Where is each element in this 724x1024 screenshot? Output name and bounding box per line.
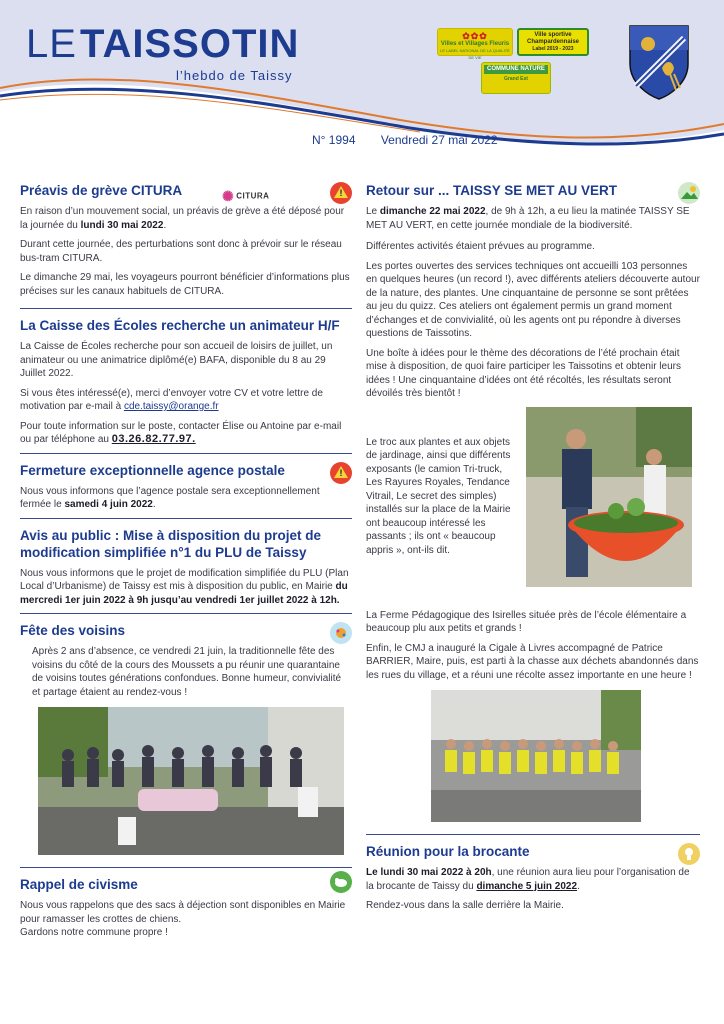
title-prefix: LE: [26, 22, 77, 66]
section-taissy-vert: [366, 182, 700, 822]
divider: [20, 308, 352, 309]
citura-star-icon: ✺: [222, 188, 235, 204]
villes-fleuris-badge: [437, 28, 513, 61]
dog-glyph: [330, 871, 352, 893]
badge-sublabel: LE LABEL NATIONAL DE LA QUALITÉ DE VIE: [440, 48, 510, 61]
troc-plantes-photo: [526, 407, 692, 587]
section-title: Fermeture exceptionnelle agence postale: [20, 462, 285, 478]
text: En raison d’un mouvement social, un préavis de grève a été déposé pour la journée du: [20, 206, 345, 231]
section-caisse-ecoles: [20, 308, 352, 447]
newsletter-title: TAISSOTIN: [80, 22, 300, 66]
landscape-glyph: [678, 182, 700, 204]
section-title: Fête des voisins: [20, 623, 126, 638]
paragraph: La Ferme Pédagogique des Isirelles située près de l’école élémentaire a beaucoup plu aux petits et grands !: [366, 609, 687, 634]
dog-waste-bag-icon: [330, 871, 352, 893]
paragraph: Le troc aux plantes et aux objets de jardinage, ainsi que différents exposants (le camion Tri-truck, Les Rayures Royales, Tendance Vitrail, Le secret des simples) installés sur la place de la Mairie ont beaucoup intéressé les passants ; ils ont « beaucoup appris », ont-ils dit.: [366, 436, 511, 556]
paragraph: Durant cette journée, des perturbations sont donc à prévoir sur le réseau bus-tram CITURA.: [20, 239, 342, 264]
commune-nature-badge: [481, 62, 551, 94]
issue-date: Vendredi 27 mai 2022: [380, 133, 498, 147]
warning-icon: [330, 462, 352, 484]
lightbulb-icon: [678, 843, 700, 865]
badge-label: Villes et Villages Fleuris: [440, 41, 510, 48]
text: Pour toute information sur le poste, contacter Élise ou Antoine par e-mail ou par téléphone au: [20, 420, 342, 445]
fete-voisins-photo: [38, 707, 344, 855]
troc-row: [366, 407, 700, 587]
paragraph: [20, 567, 352, 608]
section-title: Avis au public : Mise à disposition du projet de modification simplifiée n°1 du PLU de Taissy: [20, 527, 322, 560]
section-fete-voisins: [20, 613, 352, 855]
section-citura-strike: [20, 182, 352, 298]
text: .: [163, 219, 167, 231]
divider: [366, 834, 700, 835]
party-icon: [330, 622, 352, 644]
text: Nous vous informons que le projet de modification simplifiée du PLU (Plan Local d’Urbanisme) de Taissy est mis à disposition du public, en Mairie: [20, 567, 349, 592]
badge-sublabel: Label 2019 - 2023: [532, 45, 574, 52]
section-brocante: [366, 834, 700, 913]
text: .: [152, 499, 156, 510]
paragraph: Nous vous rappelons que des sacs à déjection sont disponibles en Mairie pour ramasser les crottes de chiens.: [20, 900, 346, 925]
citura-logo-text: CITURA: [236, 191, 270, 201]
divider: [20, 453, 352, 454]
section-title: Préavis de grève CITURA: [20, 183, 183, 198]
flowers-icon: ✿✿✿: [462, 31, 488, 41]
ville-sportive-badge: [517, 28, 589, 56]
paragraph: [366, 205, 700, 232]
paragraph: Une boîte à idées pour le thème des décorations de l’été prochain était mise à disposition, de quoi faire participer les Taissotins et obtenir leurs idées ! Une cinquantaine d’idées ont été récoltés, les résultats seront dévoilés très bientôt !: [366, 347, 681, 399]
section-agence-postale: [20, 453, 352, 512]
paragraph: [20, 420, 352, 447]
badge-sublabel: Grand Est: [504, 75, 528, 82]
photo-placeholder: [526, 407, 692, 587]
paragraph: Enfin, le CMJ a inauguré la Cigale à Livres accompagné de Patrice BARRIER, Maire, puis, est parti à la chasse aux déchets abandonnés dans les rues du village, et a réuni une récolte assez importante en une heure !: [366, 642, 699, 681]
paragraph: Gardons notre commune propre !: [20, 927, 168, 938]
text: Nous vous informons que l’agence postale sera exceptionnellement fermée le: [20, 485, 320, 510]
section-title: La Caisse des Écoles recherche un animateur H/F: [20, 318, 340, 333]
masthead: [0, 0, 724, 150]
paragraph: Le dimanche 29 mai, les voyageurs pourront bénéficier d’informations plus précises sur les canaux habituels de CITURA.: [20, 272, 350, 297]
section-title: Retour sur ... TAISSY SE MET AU VERT: [366, 183, 618, 198]
taissy-coat-of-arms-icon: [628, 24, 690, 100]
divider: [20, 613, 352, 614]
warning-icon: [330, 182, 352, 204]
text: .: [577, 880, 580, 892]
date-text: dimanche 5 juin 2022: [476, 880, 578, 892]
divider: [20, 518, 352, 519]
badge-label: COMMUNE NATURE: [484, 65, 548, 74]
email-link[interactable]: cde.taissy@orange.fr: [123, 401, 219, 412]
paragraph: Différentes activités étaient prévues au programme.: [366, 241, 595, 252]
cmj-dechets-photo: [431, 690, 641, 822]
phone-number[interactable]: 03.26.82.77.97.: [111, 433, 196, 445]
lightbulb-glyph: [678, 843, 700, 865]
date-text: samedi 4 juin 2022: [64, 499, 153, 510]
newsletter-subtitle: l’hebdo de Taissy: [176, 68, 293, 83]
left-column: [20, 170, 352, 946]
text: Si vous êtes intéressé(e), merci d’envoyer votre CV et votre lettre de motivation par e-mail à: [20, 387, 323, 412]
text: , une réunion aura lieu pour l’organisation de la brocante de Taissy du: [366, 867, 690, 892]
date-text: dimanche 22 mai 2022: [379, 206, 486, 217]
issue-info: [312, 133, 520, 147]
paragraph: [20, 387, 352, 414]
date-text: lundi 30 mai 2022: [80, 219, 164, 231]
paragraph: Les portes ouvertes des services techniques ont accueilli 103 personnes en quelques heures (un record !), avec différents ateliers découverte autour de la nature, des plantes. Une cinquantaine de personne se sont prêtées au jeu du quizz. Ces ateliers ont également permis un grand moment d’échanges et de convivialité, où les agents ont pu répondre à diverses questions de Taissotins.: [366, 260, 700, 339]
paragraph: La Caisse de Écoles recherche pour son accueil de loisirs de juillet, un animateur ou une animatrice diplômé(e) BAFA, disponible du 8 au 29 Juillet 2022.: [20, 341, 333, 379]
paragraph: Après 2 ans d’absence, ce vendredi 21 juin, la traditionnelle fête des voisins du côté de la cours des Moussets a pu réunir une quarantaine de voisins toutes générations confondues. Bonne humeur, convivialité et partage étaient au rendez-vous !: [32, 646, 342, 698]
section-plu: [20, 518, 352, 608]
landscape-icon: [678, 182, 700, 204]
paragraph: Rendez-vous dans la salle derrière la Mairie.: [366, 900, 564, 911]
citura-logo: [222, 188, 269, 205]
issue-number: N° 1994: [312, 133, 356, 147]
paragraph: [20, 205, 352, 232]
right-column: [366, 170, 700, 919]
photo-placeholder: [38, 707, 344, 855]
text: Le: [366, 206, 380, 217]
date-text: du mercredi 1er juin 2022 à 9h jusqu’au vendredi 1er juillet 2022 à 12h.: [20, 581, 348, 606]
section-title: Rappel de civisme: [20, 877, 138, 892]
paragraph: [20, 485, 352, 512]
section-title: Réunion pour la brocante: [366, 844, 530, 859]
text: , de 9h à 12h, a eu lieu la matinée TAISSY SE MET AU VERT, en cette journée mondiale de la biodiversité.: [366, 206, 690, 231]
badge-label: Ville sportive: [534, 32, 572, 38]
section-civisme: [20, 867, 352, 940]
photo-placeholder: [431, 690, 641, 822]
badge-label: Champardennaise: [526, 38, 580, 45]
party-glyph: [330, 622, 352, 644]
divider: [20, 867, 352, 868]
paragraph: [366, 866, 700, 893]
date-text: Le lundi 30 mai 2022 à 20h: [366, 867, 492, 878]
